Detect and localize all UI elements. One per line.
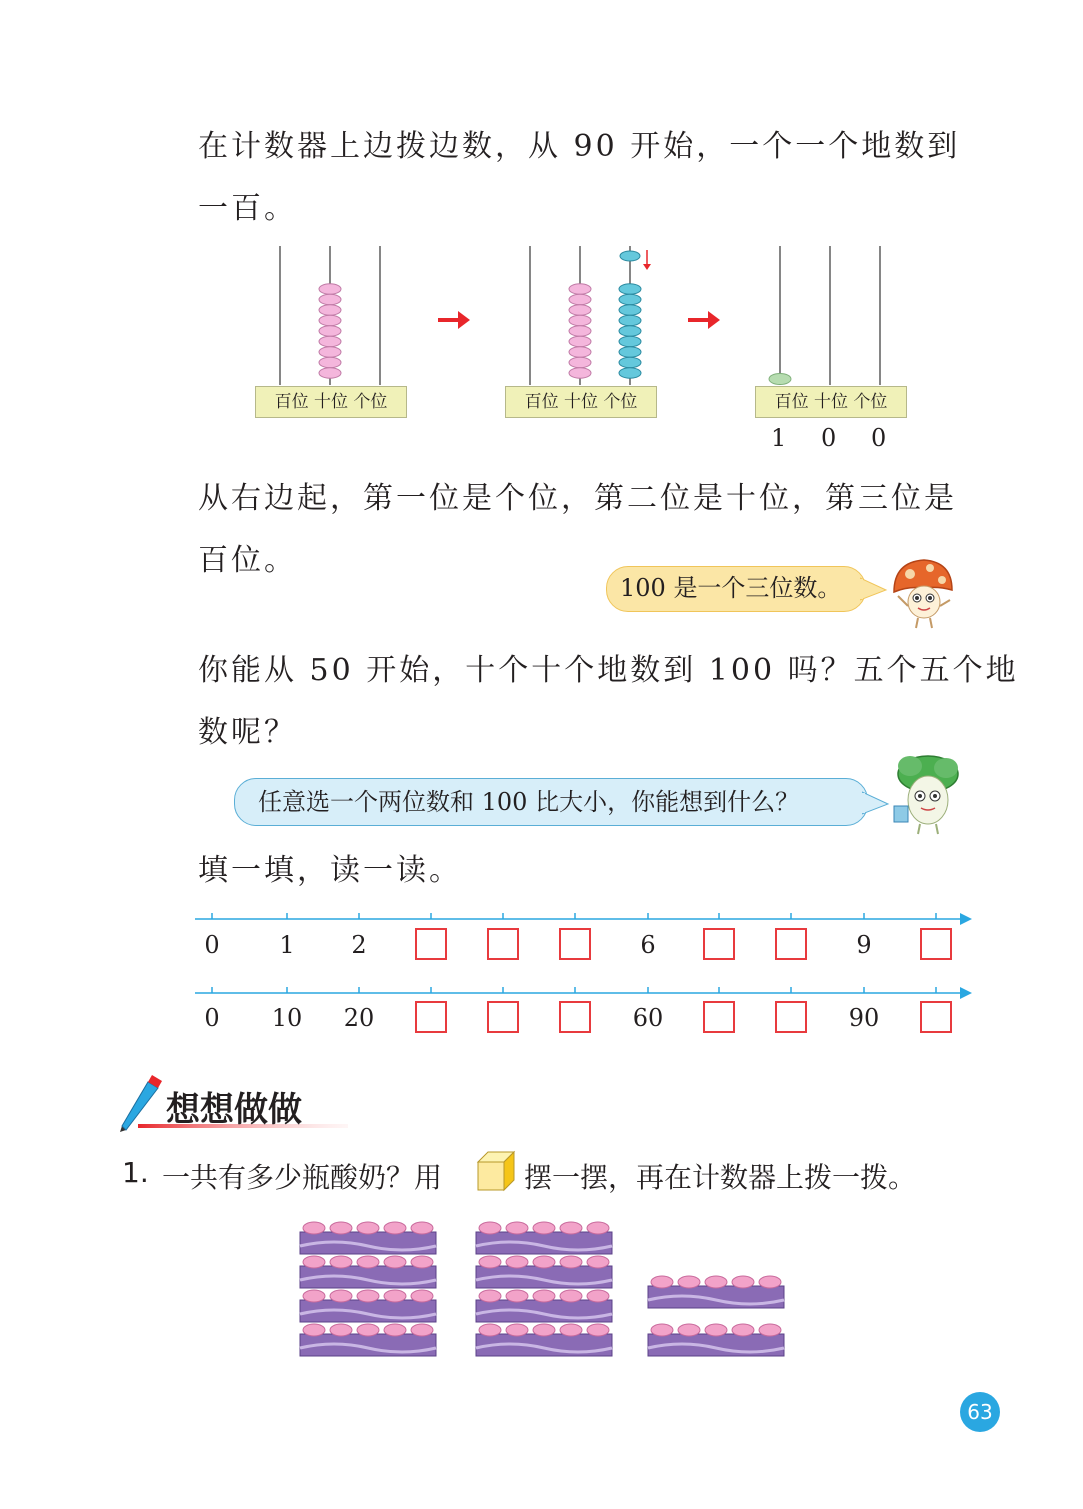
- abacus-bead: [619, 284, 641, 294]
- arrow-right-icon: [438, 311, 470, 329]
- bubble-three-digit: 100 是一个三位数。: [620, 574, 842, 602]
- abacus-bead: [319, 357, 341, 367]
- abacus-bead: [569, 315, 591, 325]
- abacus-bead: [569, 347, 591, 357]
- abacus-bead: [619, 305, 641, 315]
- yogurt-crate: [476, 1222, 612, 1254]
- abacus-bead: [319, 305, 341, 315]
- abacus-bead: [569, 284, 591, 294]
- abacus-diagram: [250, 240, 930, 400]
- page-number: 63: [960, 1392, 1000, 1432]
- number-label: 20: [343, 1004, 375, 1032]
- abacus-bead: [319, 294, 341, 304]
- answer-box[interactable]: [487, 1001, 519, 1033]
- number-label: 0: [204, 1004, 220, 1032]
- exercise-1-text-after: 摆一摆，再在计数器上拨一拨。: [524, 1161, 917, 1194]
- abacus-bead: [619, 357, 641, 367]
- cube-icon: [474, 1150, 518, 1194]
- bubble-compare: 任意选一个两位数和 100 比大小，你能想到什么？: [258, 788, 800, 816]
- digit-tens: 0: [821, 424, 837, 452]
- number-label: 6: [640, 931, 656, 959]
- abacus-1-label: 百位 十位 个位: [255, 386, 407, 418]
- answer-box[interactable]: [920, 928, 952, 960]
- arrow-right-icon: [688, 311, 720, 329]
- answer-box[interactable]: [415, 928, 447, 960]
- abacus-2-label: 百位 十位 个位: [505, 386, 657, 418]
- abacus-bead: [319, 326, 341, 336]
- yogurt-crate: [476, 1290, 612, 1322]
- yogurt-crate: [300, 1324, 436, 1356]
- abacus-bead: [619, 294, 641, 304]
- abacus-bead: [619, 347, 641, 357]
- place-line-1: 从右边起，第一位是个位，第二位是十位，第三位是: [198, 481, 957, 516]
- answer-box[interactable]: [415, 1001, 447, 1033]
- answer-box[interactable]: [775, 1001, 807, 1033]
- place-line-2: 百位。: [198, 543, 297, 578]
- number-label: 1: [279, 931, 295, 959]
- abacus-2: [530, 246, 651, 385]
- abacus-bead: [619, 368, 641, 378]
- exercise-1-text-before: 一共有多少瓶酸奶？用: [162, 1161, 443, 1194]
- number-label: 0: [204, 931, 220, 959]
- yogurt-crate: [648, 1324, 784, 1356]
- number-label: 60: [632, 1004, 664, 1032]
- digit-ones: 0: [871, 424, 887, 452]
- abacus-bead: [319, 315, 341, 325]
- abacus-3: [769, 246, 880, 385]
- abacus-bead: [319, 336, 341, 346]
- abacus-3-label: 百位 十位 个位: [755, 386, 907, 418]
- pencil-icon: [120, 1075, 162, 1132]
- section-heading: 想想做做: [166, 1090, 302, 1130]
- question-line-1: 你能从 50 开始，十个十个地数到 100 吗？五个五个地: [198, 653, 1019, 688]
- abacus-bead: [619, 326, 641, 336]
- number-label: 10: [271, 1004, 303, 1032]
- answer-box[interactable]: [559, 1001, 591, 1033]
- exercise-1-number: 1.: [122, 1156, 149, 1189]
- abacus-bead: [569, 326, 591, 336]
- fill-title: 填一填，读一读。: [198, 853, 462, 888]
- abacus-bead: [319, 284, 341, 294]
- number-label: 90: [848, 1004, 880, 1032]
- abacus-1: [280, 246, 380, 385]
- abacus-bead: [569, 336, 591, 346]
- abacus-bead: [569, 357, 591, 367]
- answer-box[interactable]: [703, 1001, 735, 1033]
- question-line-2: 数呢？: [198, 715, 297, 750]
- abacus-bead: [569, 294, 591, 304]
- mushroom-mascot-icon: [888, 556, 958, 632]
- cabbage-mascot-icon: [888, 752, 964, 836]
- intro-line-1: 在计数器上边拨边数，从 90 开始，一个一个地数到: [198, 129, 961, 164]
- answer-box[interactable]: [487, 928, 519, 960]
- abacus-bead: [619, 315, 641, 325]
- yogurt-crate: [476, 1256, 612, 1288]
- digit-hundreds: 1: [771, 424, 787, 452]
- number-label: 9: [856, 931, 872, 959]
- abacus-bead: [319, 347, 341, 357]
- answer-box[interactable]: [775, 928, 807, 960]
- answer-box[interactable]: [920, 1001, 952, 1033]
- answer-box[interactable]: [703, 928, 735, 960]
- abacus-bead: [569, 368, 591, 378]
- yogurt-crates-illustration: [296, 1206, 796, 1366]
- intro-line-2: 一百。: [198, 191, 297, 226]
- yogurt-crate: [476, 1324, 612, 1356]
- abacus-bead: [569, 305, 591, 315]
- yogurt-crate: [300, 1222, 436, 1254]
- number-label: 2: [351, 931, 367, 959]
- answer-box[interactable]: [559, 928, 591, 960]
- yogurt-crate: [300, 1290, 436, 1322]
- abacus-bead: [319, 368, 341, 378]
- yogurt-crate: [300, 1256, 436, 1288]
- yogurt-crate: [648, 1276, 784, 1308]
- abacus-bead: [619, 336, 641, 346]
